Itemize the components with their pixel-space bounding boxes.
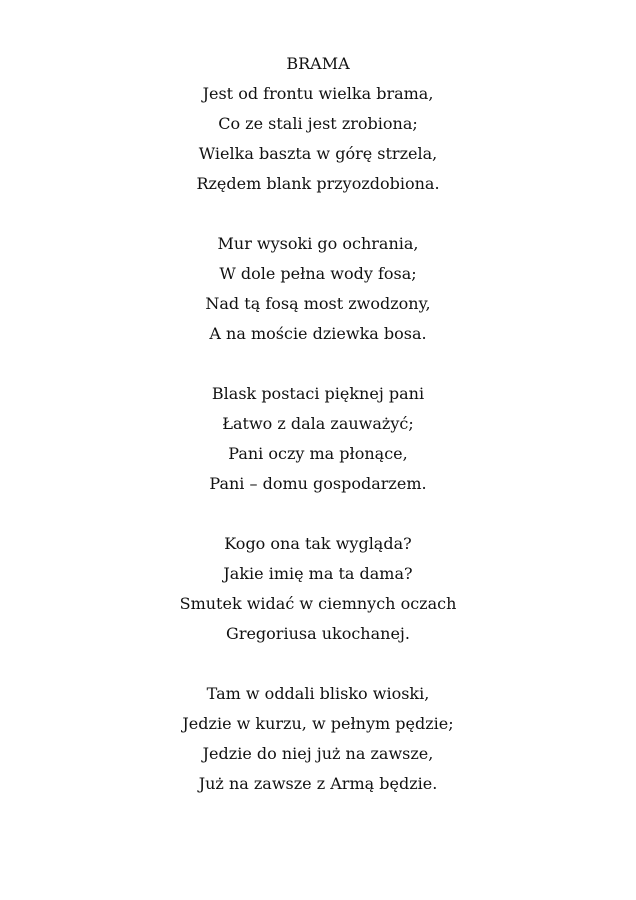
stanza-3 (0, 379, 636, 499)
poem-line: Rzędem blank przyozdobiona. (196, 174, 440, 193)
poem-line: Kogo ona tak wygląda? (224, 534, 412, 553)
poem-line: A na moście dziewka bosa. (209, 324, 427, 343)
stanza-2 (0, 229, 636, 349)
stanza-spacer (0, 199, 636, 229)
stanza-spacer (0, 649, 636, 679)
poem-line: Łatwo z dala zauważyć; (222, 414, 414, 433)
poem-line: Pani – domu gospodarzem. (209, 474, 427, 493)
poem-line: Tam w oddali blisko wioski, (206, 684, 430, 703)
stanza-5 (0, 679, 636, 799)
poem-line: Pani oczy ma płonące, (228, 444, 408, 463)
poem-line: Jedzie do niej już na zawsze, (202, 744, 434, 763)
poem-line: Gregoriusa ukochanej. (226, 624, 410, 643)
poem (0, 49, 636, 799)
poem-title: BRAMA (286, 54, 350, 73)
stanza-spacer (0, 499, 636, 529)
poem-line: Wielka baszta w górę strzela, (198, 144, 438, 163)
poem-line: W dole pełna wody fosa; (219, 264, 417, 283)
poem-line: Jakie imię ma ta dama? (223, 564, 413, 583)
poem-line: Jest od frontu wielka brama, (202, 84, 434, 103)
stanza-1 (0, 79, 636, 199)
poem-line: Nad tą fosą most zwodzony, (205, 294, 431, 313)
stanza-4 (0, 529, 636, 649)
poem-line: Smutek widać w ciemnych oczach (179, 594, 457, 613)
poem-line: Jedzie w kurzu, w pełnym pędzie; (182, 714, 454, 733)
poem-line: Blask postaci pięknej pani (211, 384, 425, 403)
poem-line: Mur wysoki go ochrania, (217, 234, 419, 253)
poem-line: Co ze stali jest zrobiona; (218, 114, 418, 133)
stanza-spacer (0, 349, 636, 379)
poem-line: Już na zawsze z Armą będzie. (198, 774, 438, 793)
